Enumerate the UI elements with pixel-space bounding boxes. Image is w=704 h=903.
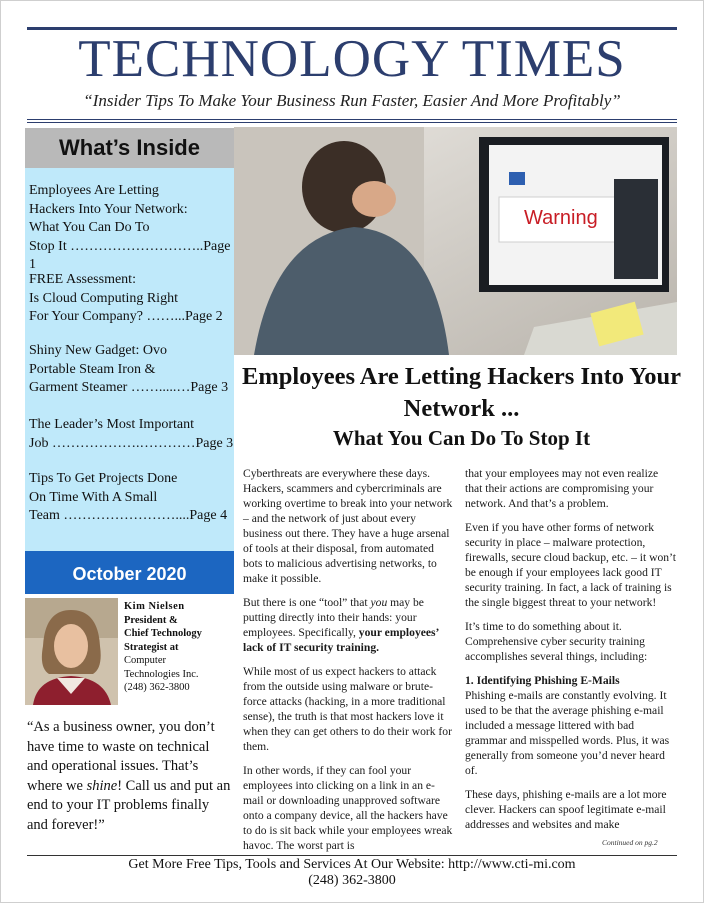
paragraph bbox=[243, 595, 455, 655]
article-column-1 bbox=[243, 466, 455, 862]
author-phone: (248) 362-3800 bbox=[124, 682, 190, 693]
text-emphasis: you bbox=[370, 596, 388, 609]
paragraph: While most of us expect hackers to attack from the outside using malware or brute-force attacks (hacking, in a more traditional sense), the truth is that most hackers love it when they can get others to do their work for them. bbox=[243, 665, 452, 753]
quote-text-end: ! Call us and put an end to your IT problems finally and forever!” bbox=[27, 777, 231, 833]
quote-text: “As a business owner, you don’t have time to waste on technical and operational issues. That’s where we bbox=[27, 719, 215, 794]
hero-image bbox=[234, 127, 677, 355]
author-bio bbox=[124, 600, 236, 695]
sidebar-quote bbox=[27, 718, 232, 835]
footer-phone: (248) 362-3800 bbox=[308, 873, 396, 888]
whats-inside-heading: What’s Inside bbox=[25, 128, 234, 168]
toc-item[interactable]: The Leader’s Most Important Job ……………….…………Page 3 bbox=[29, 417, 234, 451]
author-company: Computer Technologies Inc. bbox=[124, 655, 199, 680]
paragraph: Even if you have other forms of network security in place – malware protection, firewalls, secure cloud backup, etc. – it won’t be enough if your employees lack good IT security training. In fact, a lack of training is the single biggest threat to your network! bbox=[465, 521, 676, 609]
paragraph: Phishing e-mails are constantly evolving. It used to be that the average phishing e-mail included a message littered with bad grammar and misspelled words. Plus, it was generally from someone you’d never heard of. bbox=[465, 689, 670, 777]
masthead-rule bbox=[27, 119, 677, 120]
paragraph: It’s time to do something about it. Comprehensive cyber security training accomplishes several things, including: bbox=[465, 620, 648, 663]
issue-month: October 2020 bbox=[25, 551, 234, 594]
author-photo bbox=[25, 598, 118, 705]
author-name: Kim Nielsen bbox=[124, 601, 185, 612]
author-role: President & Chief Technology Strategist at bbox=[124, 614, 202, 653]
paragraph: These days, phishing e-mails are a lot more clever. Hackers can spoof legitimate e-mail addresses and websites and make bbox=[465, 788, 667, 831]
article-column-2 bbox=[465, 466, 678, 841]
paragraph: In other words, if they can fool your employees into clicking on a link in an e-mail or downloading unapproved software onto a company device, all the hackers have to do is sit back while your employees wreak havoc. The worst part is bbox=[243, 764, 453, 852]
masthead-rule-2 bbox=[27, 122, 677, 123]
text-run: But there is one “tool” that bbox=[243, 596, 371, 609]
quote-emphasis: shine bbox=[86, 777, 118, 794]
footer-rule bbox=[27, 855, 677, 856]
text-bold: your employees’ lack of IT security training. bbox=[243, 626, 439, 654]
toc-item[interactable]: Employees Are Letting Hackers Into Your Network: What You Can Do To Stop It ………………………..Page 1 bbox=[29, 183, 231, 272]
article-subheadline: What You Can Do To Stop It bbox=[332, 426, 591, 450]
newsletter-tagline: “Insider Tips To Make Your Business Run Faster, Easier And More Profitably” bbox=[83, 91, 621, 110]
article-headline: Employees Are Letting Hackers Into Your Network ... bbox=[242, 363, 681, 422]
toc-item[interactable]: FREE Assessment: Is Cloud Computing Right For Your Company? ……...Page 2 bbox=[29, 272, 223, 324]
continued-note: Continued on pg.2 bbox=[602, 838, 658, 847]
section-heading: 1. Identifying Phishing E-Mails bbox=[465, 674, 620, 687]
paragraph: that your employees may not even realize that their actions are compromising your network. And that’s a problem. bbox=[465, 467, 659, 510]
newsletter-title: TECHNOLOGY TIMES bbox=[78, 30, 626, 88]
paragraph: Cyberthreats are everywhere these days. Hackers, scammers and cybercriminals are working overtime to break into your network – and the network of just about every business out there. They have a huge arsenal of tools at their disposal, from automated bots to malicious advertising networks, to make it possible. bbox=[243, 467, 453, 585]
text-run: may be putting directly into their hands: your employees. Specifically, bbox=[243, 596, 424, 639]
toc-item[interactable]: Shiny New Gadget: Ovo Portable Steam Iron & Garment Steamer …….....…Page 3 bbox=[29, 343, 229, 395]
warning-text: Warning bbox=[524, 207, 598, 229]
table-of-contents bbox=[25, 168, 234, 551]
toc-item[interactable]: Tips To Get Projects Done On Time With A Small Team ……………………....Page 4 bbox=[29, 471, 228, 523]
footer-website-line[interactable]: Get More Free Tips, Tools and Services At Our Website: http://www.cti-mi.com bbox=[128, 857, 576, 872]
